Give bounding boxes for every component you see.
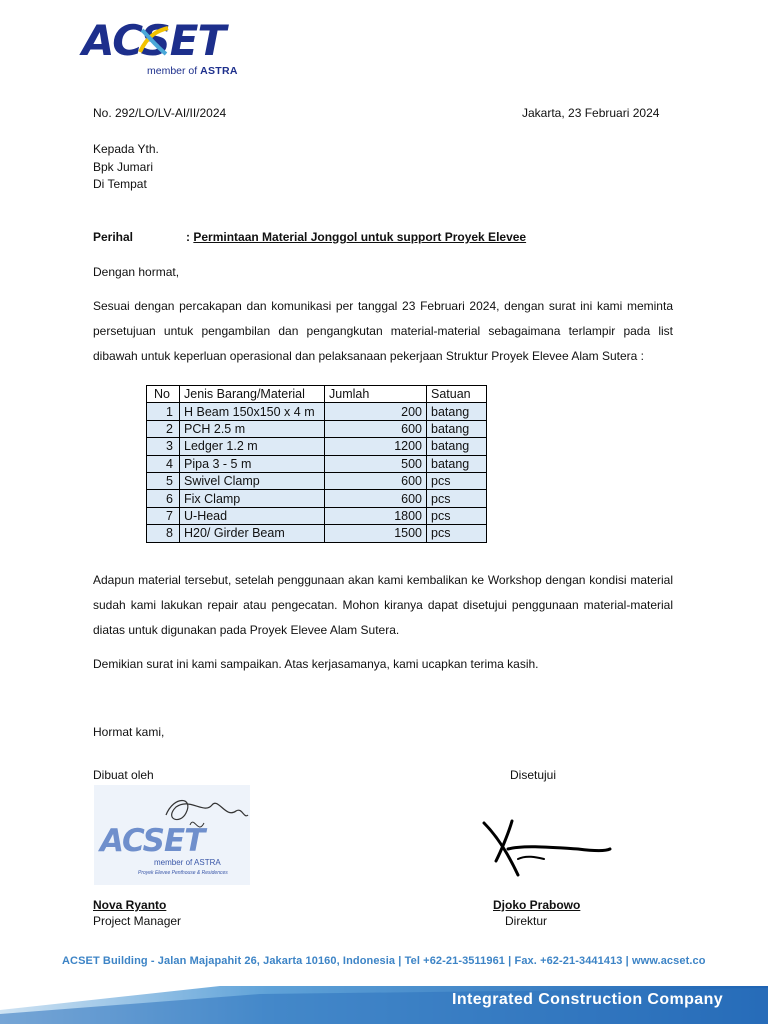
footer-address: ACSET Building - Jalan Majapahit 26, Jakarta 10160, Indonesia | Tel +62-21-3511961 | Fax. +62-21-3441413 | www.acset.co xyxy=(62,955,706,967)
cell-no: 8 xyxy=(147,525,180,542)
stamp-tagline: member of ASTRA xyxy=(154,858,221,867)
cell-unit: pcs xyxy=(427,507,487,524)
stamp-project-text: Proyek Elevee Penthouse & Residences xyxy=(138,870,228,876)
table-row xyxy=(147,455,487,472)
recipient-line: Kepada Yth. xyxy=(93,142,159,156)
closing-salutation: Hormat kami, xyxy=(93,725,165,739)
signatory-role-left: Project Manager xyxy=(93,914,182,928)
recipient-line: Di Tempat xyxy=(93,177,147,191)
cell-unit: batang xyxy=(427,420,487,437)
cell-material: H Beam 150x150 x 4 m xyxy=(180,403,325,420)
header-unit: Satuan xyxy=(427,386,487,403)
cell-unit: batang xyxy=(427,438,487,455)
header-no: No xyxy=(147,386,180,403)
subject-text: Permintaan Material Jonggol untuk support Proyek Elevee xyxy=(193,230,527,244)
intro-paragraph: Sesuai dengan percakapan dan komunikasi per tanggal 23 Februari 2024, dengan surat ini kami meminta persetujuan untuk pengambilan dan pengangkutan material-material sebagaimana terlampir pada list dibawah untuk keperluan operasional dan pelaksanaan pekerjaan Struktur Proyek Elevee Alam Sutera : xyxy=(93,299,673,363)
cell-no: 4 xyxy=(147,455,180,472)
signature-djoko-icon xyxy=(478,815,614,887)
table-row xyxy=(147,438,487,455)
cell-quantity: 200 xyxy=(325,403,427,420)
logo-tagline: member of ASTRA xyxy=(147,65,238,77)
subject-label: Perihal xyxy=(93,230,134,244)
cell-no: 6 xyxy=(147,490,180,507)
cell-unit: pcs xyxy=(427,472,487,489)
header-quantity: Jumlah xyxy=(325,386,427,403)
signatory-name-left: Nova Ryanto xyxy=(93,898,167,912)
cell-material: Fix Clamp xyxy=(180,490,325,507)
table-row xyxy=(147,507,487,524)
material-table xyxy=(146,385,487,543)
subject-line: : Permintaan Material Jonggol untuk support Proyek Elevee xyxy=(186,230,527,244)
logo-swoosh-icon xyxy=(136,24,170,58)
salutation: Dengan hormat, xyxy=(93,265,180,279)
cell-material: Swivel Clamp xyxy=(180,472,325,489)
company-logo xyxy=(82,18,252,80)
cell-unit: batang xyxy=(427,403,487,420)
cell-no: 2 xyxy=(147,420,180,437)
header-material: Jenis Barang/Material xyxy=(180,386,325,403)
cell-no: 7 xyxy=(147,507,180,524)
signatory-role-right: Direktur xyxy=(505,914,548,928)
cell-quantity: 600 xyxy=(325,420,427,437)
cell-no: 3 xyxy=(147,438,180,455)
cell-quantity: 1800 xyxy=(325,507,427,524)
table-row xyxy=(147,472,487,489)
cell-quantity: 600 xyxy=(325,490,427,507)
cell-material: Pipa 3 - 5 m xyxy=(180,455,325,472)
table-row xyxy=(147,420,487,437)
signature-nova-icon xyxy=(94,785,250,885)
cell-material: U-Head xyxy=(180,507,325,524)
table-row xyxy=(147,490,487,507)
cell-material: PCH 2.5 m xyxy=(180,420,325,437)
cell-quantity: 500 xyxy=(325,455,427,472)
table-row xyxy=(147,403,487,420)
cell-quantity: 1200 xyxy=(325,438,427,455)
cell-unit: pcs xyxy=(427,525,487,542)
approved-by-label: Disetujui xyxy=(510,768,557,782)
recipient-line: Bpk Jumari xyxy=(93,159,154,174)
cell-quantity: 1500 xyxy=(325,525,427,542)
letter-date: Jakarta, 23 Februari 2024 xyxy=(522,106,660,120)
cell-quantity: 600 xyxy=(325,472,427,489)
cell-unit: batang xyxy=(427,455,487,472)
table-row xyxy=(147,525,487,542)
closing-paragraph: Demikian surat ini kami sampaikan. Atas kerjasamanya, kami ucapkan terima kasih. xyxy=(93,657,539,671)
cell-unit: pcs xyxy=(427,490,487,507)
stamp-wordmark: ACSET xyxy=(100,823,205,859)
company-stamp xyxy=(94,785,250,885)
recipient-block xyxy=(93,141,159,194)
cell-no: 1 xyxy=(147,403,180,420)
cell-material: H20/ Girder Beam xyxy=(180,525,325,542)
cell-material: Ledger 1.2 m xyxy=(180,438,325,455)
reference-number: No. 292/LO/LV-AI/II/2024 xyxy=(93,106,227,120)
signatory-name-right: Djoko Prabowo xyxy=(493,898,581,912)
return-paragraph: Adapun material tersebut, setelah penggunaan akan kami kembalikan ke Workshop dengan kondisi material sudah kami lakukan repair atau pengecatan. Mohon kiranya dapat disetujui penggunaan material-material diatas untuk digunakan pada Proyek Elevee Alam Sutera. xyxy=(93,573,673,637)
logo-wordmark: ACSET xyxy=(82,16,226,65)
footer-tagline: Integrated Construction Company xyxy=(452,991,724,1008)
made-by-label: Dibuat oleh xyxy=(93,768,154,782)
table-header-row xyxy=(147,386,487,403)
cell-no: 5 xyxy=(147,472,180,489)
